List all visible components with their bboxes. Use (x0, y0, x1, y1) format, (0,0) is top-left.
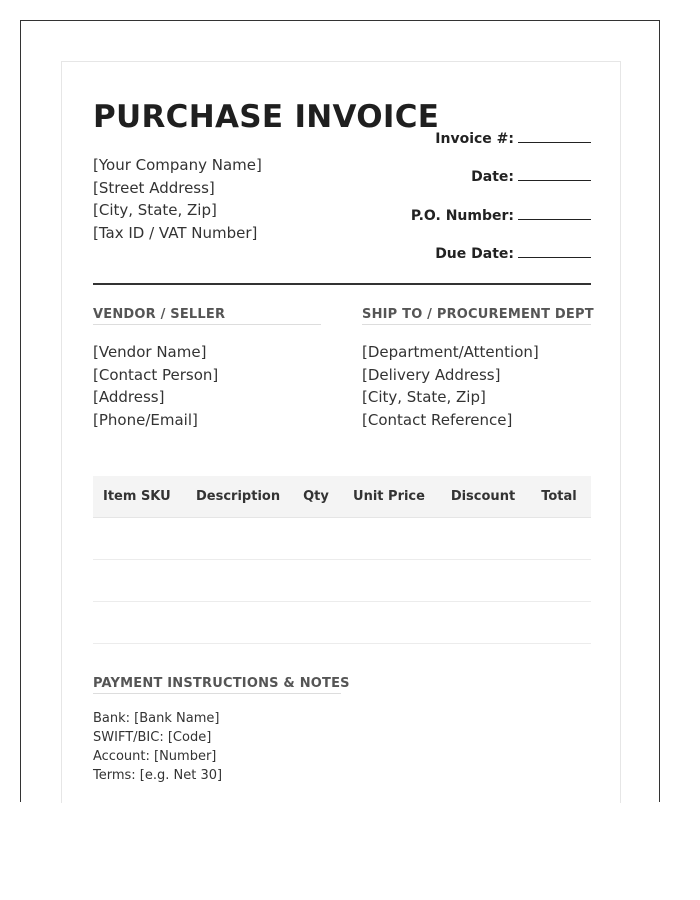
column-header-sku: Item SKU (103, 489, 171, 504)
ship-to-address: [Delivery Address] (362, 365, 501, 384)
ship-to-city: [City, State, Zip] (362, 388, 486, 406)
meta-blank-field[interactable] (518, 256, 591, 258)
line-items-table (93, 476, 591, 644)
column-header-unit-price: Unit Price (353, 489, 425, 504)
vendor-info (93, 341, 218, 431)
column-header-qty: Qty (303, 489, 329, 504)
vendor-heading: VENDOR / SELLER (93, 307, 321, 325)
company-tax-id: [Tax ID / VAT Number] (93, 223, 258, 242)
vendor-name: [Vendor Name] (93, 343, 207, 361)
notes-bank: Bank: [Bank Name] (93, 711, 220, 726)
company-name: [Your Company Name] (93, 156, 262, 174)
notes-heading: PAYMENT INSTRUCTIONS & NOTES (93, 676, 341, 694)
ship-to-department: [Department/Attention] (362, 343, 539, 361)
ship-to-info (362, 341, 539, 431)
ship-to-contact: [Contact Reference] (362, 410, 513, 429)
meta-blank-field[interactable] (518, 141, 591, 143)
payment-notes (93, 709, 222, 785)
meta-po-number (331, 185, 591, 224)
invoice-title: PURCHASE INVOICE (93, 99, 440, 135)
meta-blank-field[interactable] (518, 218, 591, 220)
company-city: [City, State, Zip] (93, 201, 217, 219)
meta-label: Invoice #: (435, 130, 514, 147)
invoice-meta (331, 108, 591, 262)
vendor-phone-email: [Phone/Email] (93, 410, 198, 429)
vendor-address: [Address] (93, 388, 165, 406)
page-frame (20, 20, 660, 802)
meta-blank-field[interactable] (518, 179, 591, 181)
table-row[interactable] (93, 560, 591, 602)
company-info (93, 154, 262, 244)
column-header-total: Total (541, 489, 577, 504)
company-street: [Street Address] (93, 178, 215, 197)
meta-label: Due Date: (435, 246, 514, 262)
header-divider (93, 283, 591, 285)
notes-swift: SWIFT/BIC: [Code] (93, 730, 212, 745)
table-row[interactable] (93, 602, 591, 644)
meta-date (331, 147, 591, 186)
meta-due-date (331, 224, 591, 263)
table-header (93, 476, 591, 518)
column-header-discount: Discount (450, 489, 516, 504)
notes-account: Account: [Number] (93, 749, 217, 764)
vendor-contact: [Contact Person] (93, 365, 219, 384)
invoice-sheet (61, 61, 621, 803)
notes-terms: Terms: [e.g. Net 30] (93, 768, 223, 783)
meta-invoice-number (331, 108, 591, 147)
column-header-description: Description (196, 489, 281, 504)
table-row[interactable] (93, 518, 591, 560)
meta-label: Date: (471, 169, 514, 185)
ship-to-heading: SHIP TO / PROCUREMENT DEPT (362, 307, 591, 325)
meta-label: P.O. Number: (410, 207, 514, 224)
